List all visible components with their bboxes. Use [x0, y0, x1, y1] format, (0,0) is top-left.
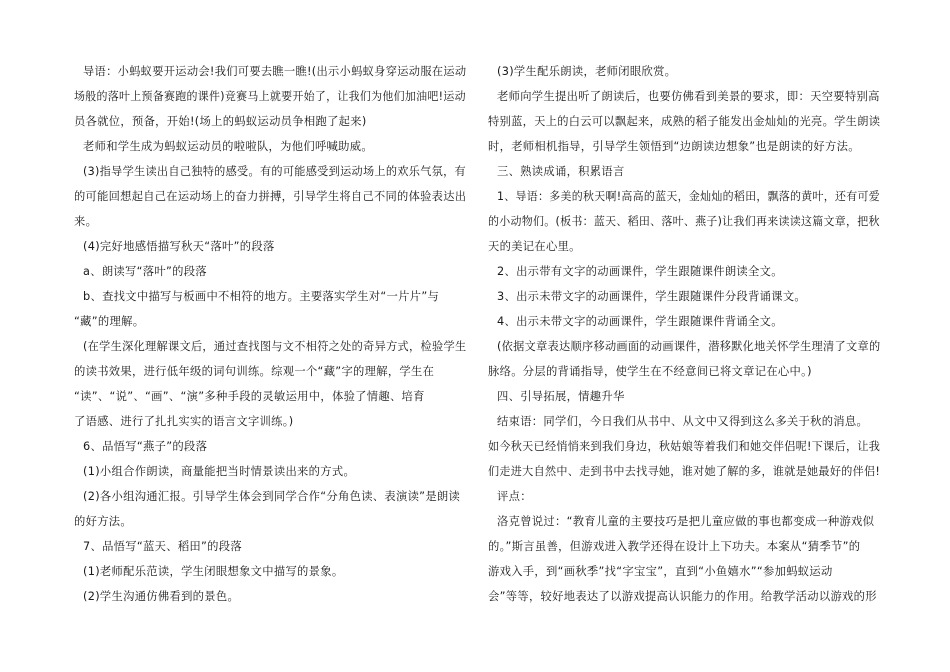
paragraph-line: 场般的落叶上预备赛跑的课件)竞赛马上就要开始了，让我们为他们加油吧!运动 — [74, 90, 466, 103]
paragraph-line: 7、品悟写“蓝天、稻田”的段落 — [83, 540, 242, 553]
paragraph-line: 了语感、进行了扎扎实实的语言文字训练。) — [74, 415, 294, 428]
paragraph-line: 时，老师相机指导，引导学生领悟到“边朗读边想象”也是朗读的好方法。 — [488, 140, 860, 153]
paragraph-line: (在学生深化理解课文后，通过查找图与文不相符之处的奇异方式，检验学生 — [83, 340, 467, 353]
paragraph-line: “读”、“说”、“画”、“演”多种手段的灵敏运用中，体验了情趣、培育 — [74, 390, 425, 403]
section-heading: 四、引导拓展，情趣升华 — [497, 390, 625, 403]
paragraph-line: b、查找文中描写与板画中不相符的地方。主要落实学生对“一片片”与 — [83, 290, 440, 303]
paragraph-line: (1)老师配乐范读，学生闭眼想象文中描写的景象。 — [83, 565, 344, 578]
paragraph-line: 如今秋天已经悄悄来到我们身边，秋姑娘等着我们和她交伴侣呢!下课后，让我 — [488, 440, 881, 453]
section-heading: 评点： — [497, 490, 532, 503]
paragraph-line: 6、品悟写“燕子”的段落 — [83, 440, 208, 453]
paragraph-line: 员各就位，预备，开始!(场上的蚂蚁运动员争相跑了起来) — [74, 115, 367, 128]
paragraph-line: (依据文章表达顺序移动画面的动画课件，潜移默化地关怀学生理清了文章的 — [497, 340, 881, 353]
paragraph-line: 游戏入手，到“画秋季”找“字宝宝”，直到“小鱼嬉水”“参加蚂蚁运动 — [488, 565, 833, 578]
paragraph-line: a、朗读写“落叶”的段落 — [83, 265, 207, 278]
paragraph-line: 4、出示未带文字的动画课件，学生跟随课件背诵全文。 — [497, 315, 783, 328]
paragraph-line: 2、出示带有文字的动画课件，学生跟随课件朗读全文。 — [497, 265, 783, 278]
paragraph-line: 特别蓝，天上的白云可以飘起来，成熟的稻子能发出金灿灿的光亮。学生朗读 — [488, 115, 881, 128]
paragraph-line: (4)完好地感悟描写秋天“落叶”的段落 — [83, 240, 275, 253]
paragraph-line: (3)指导学生读出自己独特的感受。有的可能感受到运动场上的欢乐气氛，有 — [83, 165, 467, 178]
paragraph-line: “藏”的理解。 — [74, 315, 145, 328]
paragraph-line: 的好方法。 — [74, 515, 132, 528]
paragraph-line: (2)学生沟通仿佛看到的景色。 — [83, 590, 240, 603]
paragraph-line: 的小动物们。(板书：蓝天、稻田、落叶、燕子)让我们再来读读这篇文章，把秋 — [488, 215, 880, 228]
paragraph-line: (1)小组合作朗读，商量能把当时情景读出来的方式。 — [83, 465, 356, 478]
paragraph-line: 们走进大自然中、走到书中去找寻她，谁对她了解的多，谁就是她最好的伴侣! — [488, 465, 881, 478]
paragraph-line: 结束语：同学们，今日我们从书中、从文中又得到这么多关于秋的消息。 — [497, 415, 869, 428]
paragraph-line: (2)各小组沟通汇报。引导学生体会到同学合作“分角色读、表演读”是朗读 — [83, 490, 461, 503]
paragraph-line: 1、导语：多美的秋天啊!高高的蓝天，金灿灿的稻田，飘落的黄叶，还有可爱 — [497, 190, 881, 203]
section-heading: 三、熟读成诵，积累语言 — [497, 165, 625, 178]
paragraph-line: 脉络。分层的背诵指导，使学生在不经意间已将文章记在心中。) — [488, 365, 812, 378]
paragraph-line: 老师和学生成为蚂蚁运动员的啦啦队，为他们呼喊助威。 — [83, 140, 373, 153]
paragraph-line: 的可能回想起自己在运动场上的奋力拼搏，引导学生将自己不同的体验表达出 — [74, 190, 467, 203]
paragraph-line: 的。”斯言虽善，但游戏进入教学还得在设计上下功夫。本案从“猜季节”的 — [488, 540, 861, 553]
paragraph-line: 的读书效果，进行低年级的词句训练。综观一个“藏”字的理解，学生在 — [74, 365, 435, 378]
paragraph-line: (3)学生配乐朗读，老师闭眼欣赏。 — [497, 65, 677, 78]
paragraph-line: 3、出示未带文字的动画课件，学生跟随课件分段背诵课文。 — [497, 290, 807, 303]
paragraph-line: 老师向学生提出听了朗读后，也要仿佛看到美景的要求，即：天空要特别高 — [497, 90, 880, 103]
paragraph-line: 导语：小蚂蚁要开运动会!我们可要去瞧一瞧!(出示小蚂蚁身穿运动服在运动 — [83, 65, 467, 78]
paragraph-line: 洛克曾说过：“教育儿童的主要技巧是把儿童应做的事也都变成一种游戏似 — [497, 515, 875, 528]
paragraph-line: 会”等等，较好地表达了以游戏提高认识能力的作用。给教学活动以游戏的形 — [488, 590, 877, 603]
paragraph-line: 来。 — [74, 215, 98, 228]
paragraph-line: 天的美记在心里。 — [488, 240, 581, 253]
